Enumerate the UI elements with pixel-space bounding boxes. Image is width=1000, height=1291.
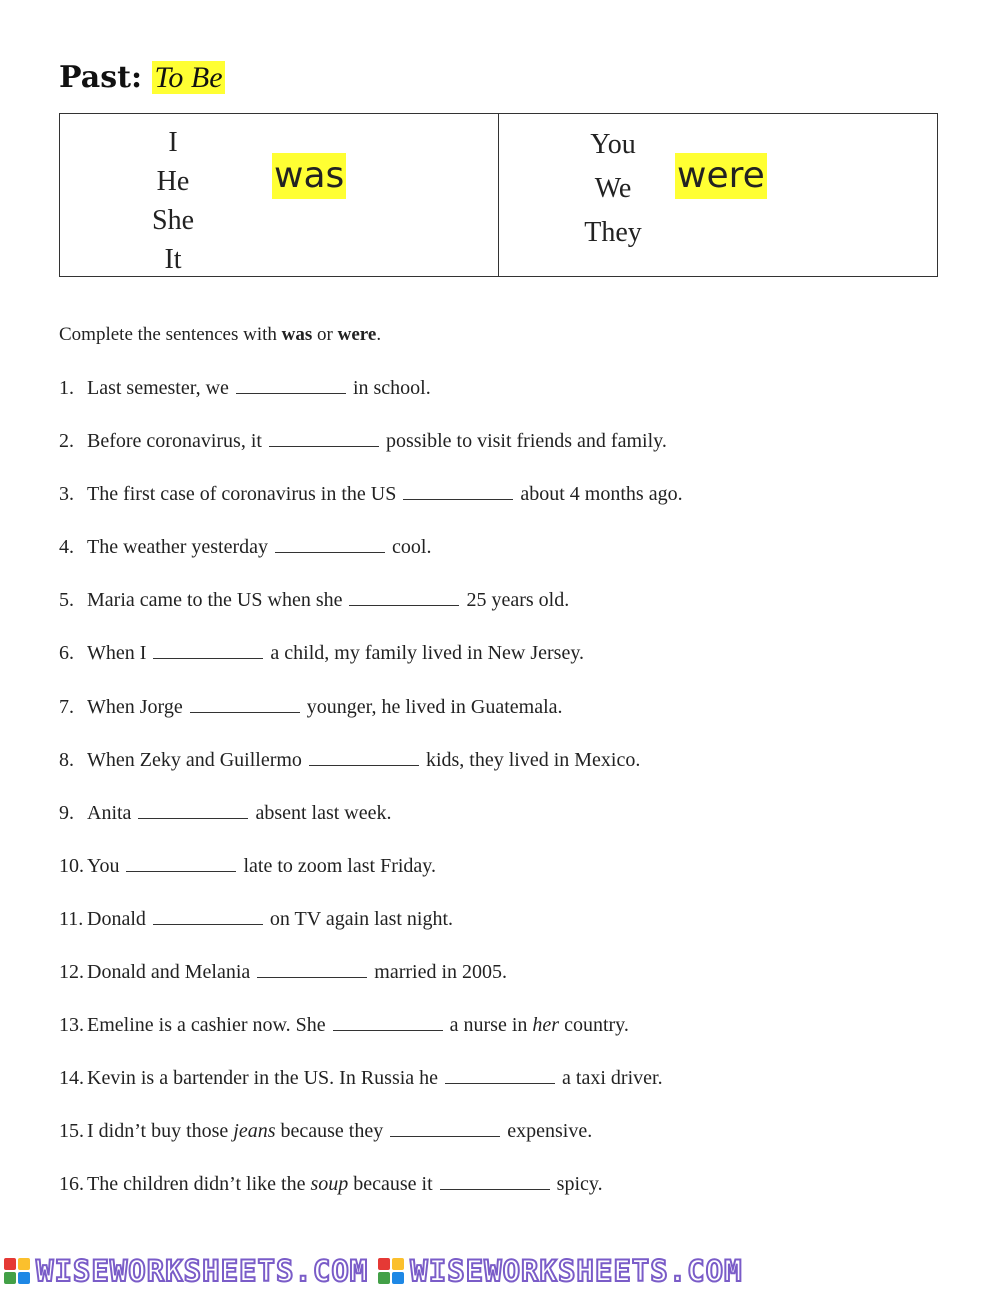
exercise-item [59,745,959,798]
exercise-item [59,904,959,957]
item-text-tail: kids, they lived in Mexico. [425,748,641,771]
item-text-before: The children didn’t like the [87,1173,311,1196]
instructions: Complete the sentences with was or were. [59,324,382,345]
exercise-item [59,692,959,745]
item-number: 9. [59,801,74,824]
exercise-item [59,638,959,691]
item-text-tail: absent last week. [255,801,392,824]
item-number: 12. [59,961,84,984]
exercise-item [59,1063,959,1116]
item-text-before: The first case of coronavirus in the US [87,483,397,506]
answer-blank[interactable] [403,481,513,500]
item-number: 6. [59,642,74,665]
item-text-before: Anita [87,801,132,824]
item-number: 14. [59,1067,84,1090]
item-text-tail: in school. [352,377,431,399]
item-text-before: The weather yesterday [87,536,269,559]
answer-blank[interactable] [349,587,459,606]
item-number: 8. [59,748,74,771]
item-number: 13. [59,1014,84,1037]
item-text-before: You [87,854,120,877]
item-text-tail: on TV again last night. [269,907,454,930]
item-text-tail: 25 years old. [466,589,570,612]
logo [4,1253,368,1289]
item-text-tail: possible to visit friends and family. [385,430,667,453]
item-text-before: When Zeky and Guillermo [87,748,302,771]
exercise-item [59,1116,959,1169]
item-emphasis: her [532,1014,560,1037]
answer-blank[interactable] [153,640,263,659]
exercise-item [59,957,959,1010]
item-number: 11. [59,907,84,930]
item-text-before: Last semester, we [87,377,229,399]
answer-blank[interactable] [269,428,379,447]
item-text-tail: spicy. [556,1173,603,1196]
answer-blank[interactable] [138,800,248,819]
answer-blank[interactable] [390,1118,500,1137]
answer-blank[interactable] [440,1171,550,1190]
item-text-after: because they [275,1120,384,1143]
pronoun-they: They [584,217,642,248]
pronoun-she: She [152,205,194,236]
item-text-tail: expensive. [507,1120,593,1143]
item-text-tail: a child, my family lived in New Jersey. [270,642,585,665]
page-title: Past: To Be [59,60,223,95]
page-subtitle: To Be [154,61,223,94]
exercise-item [59,798,959,851]
item-text-after: because it [348,1173,433,1196]
item-number: 10. [59,854,84,877]
answer-blank[interactable] [445,1065,555,1084]
verb-was: was [272,153,346,199]
exercise-item [59,851,959,904]
answer-blank[interactable] [275,534,385,553]
logo-text: WISEWORKSHEETS.COM [36,1253,369,1288]
answer-blank[interactable] [190,694,300,713]
logo [378,1253,742,1289]
item-number: 5. [59,589,74,612]
verb-were: were [675,153,767,199]
item-text-tail: about 4 months ago. [520,483,683,506]
item-emphasis: soup [310,1173,349,1196]
exercise-item [59,1010,959,1063]
item-text-before: Donald and Melania [87,961,251,984]
item-number: 3. [59,483,74,506]
item-number: 1. [59,377,74,399]
item-text-tail: younger, he lived in Guatemala. [306,695,563,718]
item-text-before: Kevin is a bartender in the US. In Russia he [87,1067,439,1090]
item-text-before: When Jorge [87,695,183,718]
item-text-before: When I [87,642,147,665]
item-text-tail: a nurse in her country. [449,1014,629,1037]
item-text-tail: cool. [392,536,432,559]
answer-blank[interactable] [236,375,346,394]
exercise-list [59,373,959,1223]
item-number: 16. [59,1173,84,1196]
singular-pronouns [133,123,213,279]
answer-blank[interactable] [153,906,263,925]
exercise-item [59,532,959,585]
item-text-tail: late to zoom last Friday. [243,854,437,877]
item-number: 7. [59,695,74,718]
pronoun-he: He [156,166,190,197]
conjugation-table [59,113,938,277]
logo-text: WISEWORKSHEETS.COM [410,1253,743,1288]
item-number: 15. [59,1120,84,1143]
answer-blank[interactable] [126,853,236,872]
footer-watermark [0,1250,1000,1291]
pronoun-it: It [164,244,182,275]
exercise-item [59,1169,959,1222]
pronoun-i: I [168,127,178,158]
exercise-item [59,585,959,638]
item-number: 2. [59,430,74,453]
exercise-item [59,479,959,532]
item-number: 4. [59,536,74,559]
singular-cell [60,114,499,276]
item-text-before: Donald [87,907,146,930]
item-text-before: Before coronavirus, it [87,430,262,453]
item-text-before: Maria came to the US when she [87,589,343,612]
plural-pronouns [563,123,663,255]
exercise-item [59,373,959,426]
answer-blank[interactable] [309,747,419,766]
item-emphasis: jeans [233,1120,276,1143]
pronoun-we: We [594,173,632,204]
item-text-tail: married in 2005. [374,961,508,984]
item-text-before: I didn’t buy those [87,1120,234,1143]
wiseworksheets-logo-icon [378,1258,404,1284]
plural-cell [499,114,937,276]
answer-blank[interactable] [333,1012,443,1031]
exercise-item [59,426,959,479]
pronoun-you: You [590,129,636,160]
wiseworksheets-logo-icon [4,1258,30,1284]
item-text-tail: a taxi driver. [562,1067,663,1090]
answer-blank[interactable] [257,959,367,978]
item-text-before: Emeline is a cashier now. She [87,1014,326,1037]
